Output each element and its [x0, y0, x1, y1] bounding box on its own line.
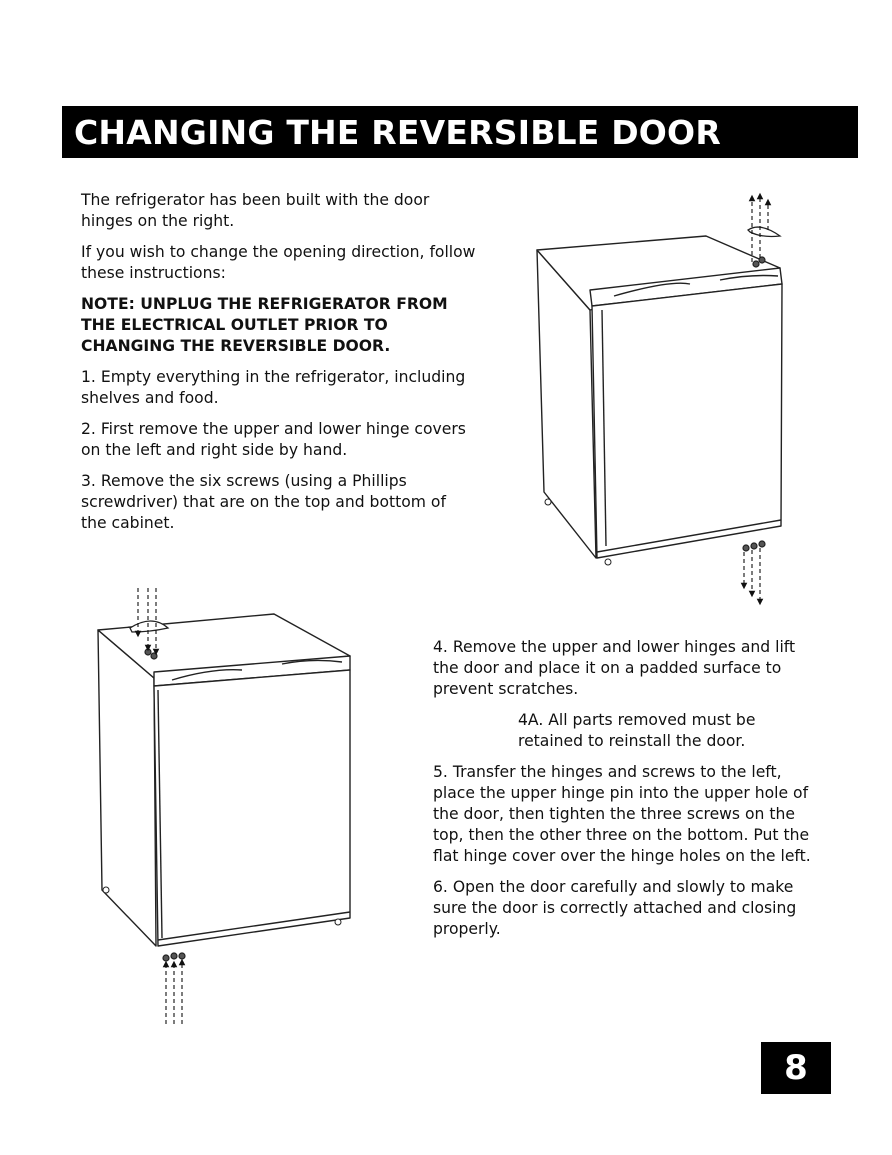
step-6: 6. Open the door carefully and slowly to make sure the door is correctly attached and closing properly. — [433, 878, 797, 938]
page-number: 8 — [761, 1042, 831, 1094]
step-5: 5. Transfer the hinges and screws to the left, place the upper hinge pin into the upper hole of the door, then tighten the three screws on the top, then the other three on the bottom. Put the flat hinge cover over the hinge holes on the left. — [433, 763, 811, 865]
instructions-left-column — [81, 190, 476, 544]
intro-paragraph-1: The refrigerator has been built with the door hinges on the right. — [81, 191, 430, 230]
section-title-bar — [62, 106, 858, 158]
step-1: 1. Empty everything in the refrigerator, including shelves and food. — [81, 368, 466, 407]
step-4a: 4A. All parts removed must be retained to reinstall the door. — [518, 711, 756, 750]
page-title: CHANGING THE REVERSIBLE DOOR — [74, 112, 721, 152]
instructions-right-column — [433, 637, 825, 950]
fridge-hinge-right-illustration — [530, 186, 792, 606]
unplug-warning-note: NOTE: UNPLUG THE REFRIGERATOR FROM THE ELECTRICAL OUTLET PRIOR TO CHANGING THE REVERSIBLE DOOR. — [81, 295, 448, 355]
intro-paragraph-2: If you wish to change the opening direction, follow these instructions: — [81, 243, 476, 282]
step-3: 3. Remove the six screws (using a Phillips screwdriver) that are on the top and bottom of the cabinet. — [81, 472, 446, 532]
step-4: 4. Remove the upper and lower hinges and lift the door and place it on a padded surface to prevent scratches. — [433, 638, 796, 698]
fridge-hinge-left-illustration — [92, 584, 364, 1028]
step-2: 2. First remove the upper and lower hinge covers on the left and right side by hand. — [81, 420, 466, 459]
